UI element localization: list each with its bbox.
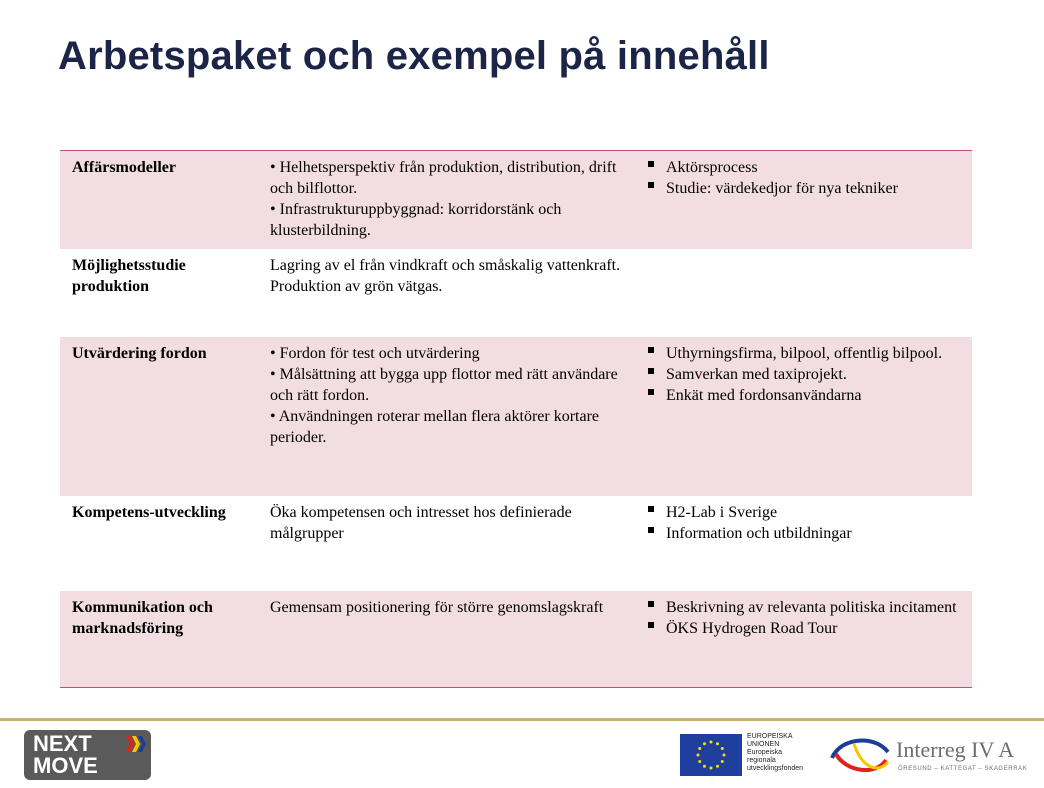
slide-title: Arbetspaket och exempel på innehåll [58, 34, 770, 78]
bullet-item: • Användningen roterar mellan flera aktörer kortare perioder. [270, 408, 600, 446]
eu-star-icon [703, 742, 706, 745]
bullet-item: H2-Lab i Sverige [648, 502, 964, 523]
eu-star-icon [723, 754, 726, 757]
eu-fund-text: EUROPEISKA UNIONEN Europeiska regionala utvecklingsfonden [747, 733, 804, 772]
square-bullet-icon [648, 347, 654, 353]
row-middle [258, 337, 636, 496]
row-right [636, 249, 972, 337]
bullet-item: • Målsättning att bygga upp flottor med rätt användare och rätt fordon. [270, 366, 618, 404]
row-middle: Gemensam positionering för större genomslagskraft [258, 591, 636, 687]
bullet-item: Aktörsprocess [648, 157, 964, 178]
row-label: Affärsmodeller [60, 151, 258, 250]
square-bullet-icon [648, 368, 654, 374]
row-middle [258, 151, 636, 250]
row-label: Utvärdering fordon [60, 337, 258, 496]
eu-star-icon [698, 747, 701, 750]
row-right [636, 151, 972, 250]
bullet-item: • Fordon för test och utvärdering [270, 345, 480, 362]
table-row [60, 151, 972, 250]
row-right [636, 591, 972, 687]
eu-star-icon [697, 754, 700, 757]
eu-star-icon [716, 742, 719, 745]
square-bullet-icon [648, 161, 654, 167]
eu-star-icon [721, 747, 724, 750]
eu-star-icon [710, 767, 713, 770]
work-package-table [60, 150, 972, 688]
bullet-item: Information och utbildningar [648, 523, 964, 544]
row-right [636, 337, 972, 496]
bullet-item: Beskrivning av relevanta politiska incitament [648, 597, 964, 618]
bullet-item: ÖKS Hydrogen Road Tour [648, 618, 964, 639]
eu-star-icon [710, 741, 713, 744]
table-row [60, 591, 972, 687]
eu-star-icon [698, 760, 701, 763]
square-bullet-icon [648, 506, 654, 512]
table-row [60, 496, 972, 591]
square-bullet-icon [648, 182, 654, 188]
eu-star-icon [716, 765, 719, 768]
square-bullet-icon [648, 527, 654, 533]
bullet-item: Enkät med fordonsanvändarna [648, 385, 964, 406]
logo-text-line2: MOVE [33, 753, 98, 778]
eu-flag-icon [680, 734, 742, 776]
bullet-item: Uthyrningsfirma, bilpool, offentlig bilpool. [648, 343, 964, 364]
bullet-item: Samverkan med taxiprojekt. [648, 364, 964, 385]
bullet-item: Studie: värdekedjor för nya tekniker [648, 178, 964, 199]
bullet-item: • Infrastrukturuppbyggnad: korridorstänk och klusterbildning. [270, 201, 562, 239]
row-label: Möjlighetsstudie produktion [60, 249, 258, 337]
table-row [60, 337, 972, 496]
row-right [636, 496, 972, 591]
square-bullet-icon [648, 622, 654, 628]
nextmove-logo [24, 730, 151, 780]
logo-text-line1: NEXT [33, 731, 92, 756]
row-label: Kompetens-utveckling [60, 496, 258, 591]
row-middle: Öka kompetensen och intresset hos definierade målgrupper [258, 496, 636, 591]
square-bullet-icon [648, 389, 654, 395]
row-label: Kommunikation och marknadsföring [60, 591, 258, 687]
table-row [60, 249, 972, 337]
square-bullet-icon [648, 601, 654, 607]
logo-stripes-icon [126, 736, 146, 752]
eu-star-icon [703, 765, 706, 768]
bullet-item: • Helhetsperspektiv från produktion, distribution, drift och bilflottor. [270, 159, 617, 197]
eu-star-icon [721, 760, 724, 763]
footer-divider [0, 718, 1044, 721]
interreg-region: ÖRESUND – KATTEGAT – SKAGERRAK [898, 766, 1028, 772]
interreg-name: Interreg IV A [896, 737, 1015, 762]
row-middle: Lagring av el från vindkraft och småskalig vattenkraft. Produktion av grön vätgas. [258, 249, 636, 337]
